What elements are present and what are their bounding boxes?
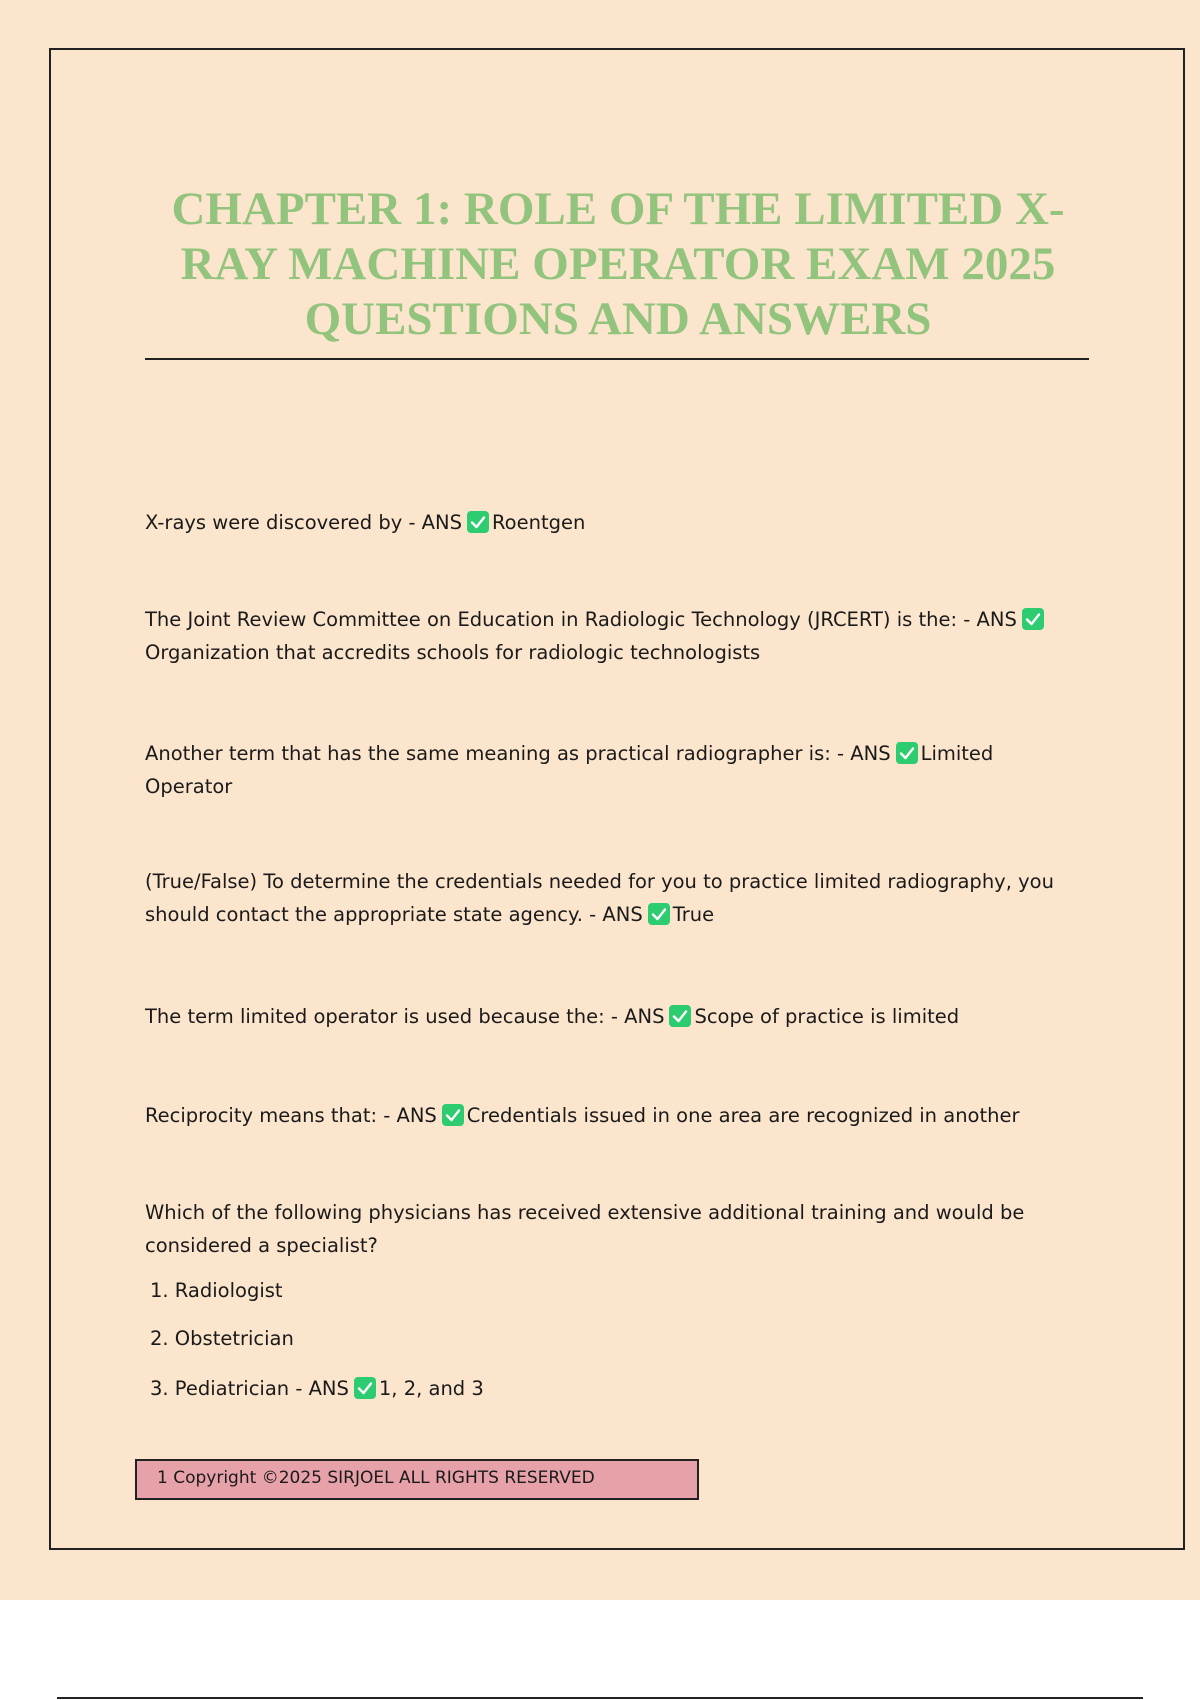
qa-question: Reciprocity means that: - ANS xyxy=(145,1104,437,1127)
multi-answer: 1, 2, and 3 xyxy=(378,1377,484,1400)
check-mark-icon xyxy=(896,742,918,764)
qa-question: The term limited operator is used because the: - ANS xyxy=(145,1005,665,1028)
qa-question: The Joint Review Committee on Education in Radiologic Technology (JRCERT) is the: - ANS xyxy=(145,608,1017,631)
check-mark-icon xyxy=(648,903,670,925)
qa-item xyxy=(145,1099,1085,1132)
qa-item xyxy=(145,865,1085,931)
option-item: 1. Radiologist xyxy=(150,1279,283,1302)
check-mark-icon xyxy=(467,511,489,533)
option-item-answer xyxy=(150,1372,484,1405)
check-mark-icon xyxy=(354,1377,376,1399)
check-mark-icon xyxy=(442,1104,464,1126)
qa-item xyxy=(145,737,1085,803)
next-page-rule xyxy=(57,1697,1143,1699)
qa-question: (True/False) To determine the credentials needed for you to practice limited radiography, you should contact the appropriate state agency. - ANS xyxy=(145,870,1054,926)
qa-answer: Credentials issued in one area are recognized in another xyxy=(466,1104,1020,1127)
qa-answer: Scope of practice is limited xyxy=(694,1005,960,1028)
copyright-footer: 1 Copyright ©2025 SIRJOEL ALL RIGHTS RESERVED xyxy=(135,1459,699,1500)
check-mark-icon xyxy=(1022,608,1044,630)
qa-answer: True xyxy=(672,903,715,926)
check-mark-icon xyxy=(669,1005,691,1027)
qa-answer: Organization that accredits schools for radiologic technologists xyxy=(145,641,761,664)
multi-question: Which of the following physicians has received extensive additional training and would be considered a specialist? xyxy=(145,1201,1025,1257)
option-text: 3. Pediatrician - ANS xyxy=(150,1377,349,1400)
page-title: CHAPTER 1: ROLE OF THE LIMITED X-RAY MACHINE OPERATOR EXAM 2025 QUESTIONS AND ANSWERS xyxy=(171,183,1065,345)
qa-question: Another term that has the same meaning as practical radiographer is: - ANS xyxy=(145,742,891,765)
qa-answer: Limited Operator xyxy=(145,742,994,798)
qa-item xyxy=(145,1000,1085,1033)
title-underline xyxy=(145,358,1089,360)
qa-item xyxy=(145,603,1085,669)
qa-question: X-rays were discovered by - ANS xyxy=(145,511,462,534)
option-item: 2. Obstetrician xyxy=(150,1327,294,1350)
qa-answer: Roentgen xyxy=(491,511,586,534)
qa-item xyxy=(145,506,1085,539)
